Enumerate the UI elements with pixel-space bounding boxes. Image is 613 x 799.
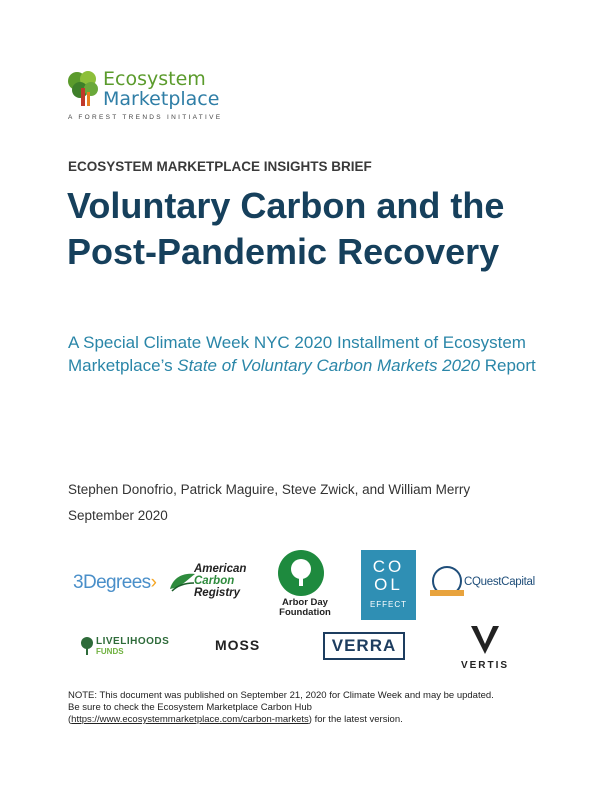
cool-line3: EFFECT xyxy=(369,600,408,609)
logo-3degrees-mark: › xyxy=(150,572,157,593)
cool-line2: OL xyxy=(374,575,403,594)
carbon-hub-link[interactable]: https://www.ecosystemmarketplace.com/carbon-markets xyxy=(71,714,309,725)
note-line1: NOTE: This document was published on September 21, 2020 for Climate Week and may be updated. xyxy=(68,690,494,701)
logo-cool-effect xyxy=(361,550,416,620)
subtitle-italic: State of Voluntary Carbon Markets 2020 xyxy=(177,356,481,375)
vertis-text: VERTIS xyxy=(460,660,510,671)
vertis-v-icon xyxy=(469,624,501,656)
arbor-line2: Foundation xyxy=(279,607,331,618)
cool-text xyxy=(361,558,416,594)
subtitle-prefix: A Special Climate Week NYC 2020 Installment of Ecosystem Marketplace’s xyxy=(68,333,526,375)
cquest-text: CQuestCapital xyxy=(464,576,535,588)
logo-moss: MOSS xyxy=(215,637,261,653)
livelihoods-line1: LIVELIHOODS xyxy=(96,636,170,647)
ecosystem-marketplace-tree-icon xyxy=(66,70,100,106)
arbor-line1: Arbor Day xyxy=(282,597,328,608)
logo-arbor-day-foundation xyxy=(275,550,335,622)
note-line2: Be sure to check the Ecosystem Marketplace Carbon Hub xyxy=(68,702,312,713)
arbor-tree-icon xyxy=(284,556,318,590)
logo-livelihoods-funds xyxy=(80,636,180,658)
publication-date: September 2020 xyxy=(68,508,168,523)
acr-leaf-icon xyxy=(168,571,196,593)
arbor-text xyxy=(275,598,335,618)
logo-vertis xyxy=(455,624,515,670)
logo-cquest-capital xyxy=(430,566,540,604)
acr-line3: Registry xyxy=(194,587,241,599)
acr-line2: Carbon xyxy=(194,575,235,587)
brief-label: ECOSYSTEM MARKETPLACE INSIGHTS BRIEF xyxy=(68,159,372,174)
report-subtitle xyxy=(68,331,538,377)
report-title: Voluntary Carbon and the Post-Pandemic Recovery xyxy=(67,185,505,272)
acr-line1: American xyxy=(194,563,247,575)
logo-3degrees xyxy=(73,572,156,594)
logo-american-carbon-registry xyxy=(168,563,258,605)
livelihoods-tree-icon xyxy=(80,637,94,655)
livelihoods-line2: FUNDS xyxy=(96,647,124,656)
note-line3-suffix: for the latest version. xyxy=(311,714,403,725)
logo-name-line2: Marketplace xyxy=(103,88,220,110)
logo-verra: VERRA xyxy=(323,632,405,660)
logo-3degrees-text: 3Degrees xyxy=(73,572,151,593)
logo-tagline: A FOREST TRENDS INITIATIVE xyxy=(68,114,223,121)
cquest-ribbon xyxy=(430,590,464,596)
cool-line1: CO xyxy=(372,557,405,576)
authors: Stephen Donofrio, Patrick Maguire, Steve Zwick, and William Merry xyxy=(68,482,471,497)
subtitle-suffix: Report xyxy=(480,356,536,375)
logo-name-line1: Ecosystem xyxy=(103,68,206,90)
note-line3: (https://www.ecosystemmarketplace.com/carbon-markets) for the latest version. xyxy=(68,714,403,725)
publication-note xyxy=(68,690,558,726)
